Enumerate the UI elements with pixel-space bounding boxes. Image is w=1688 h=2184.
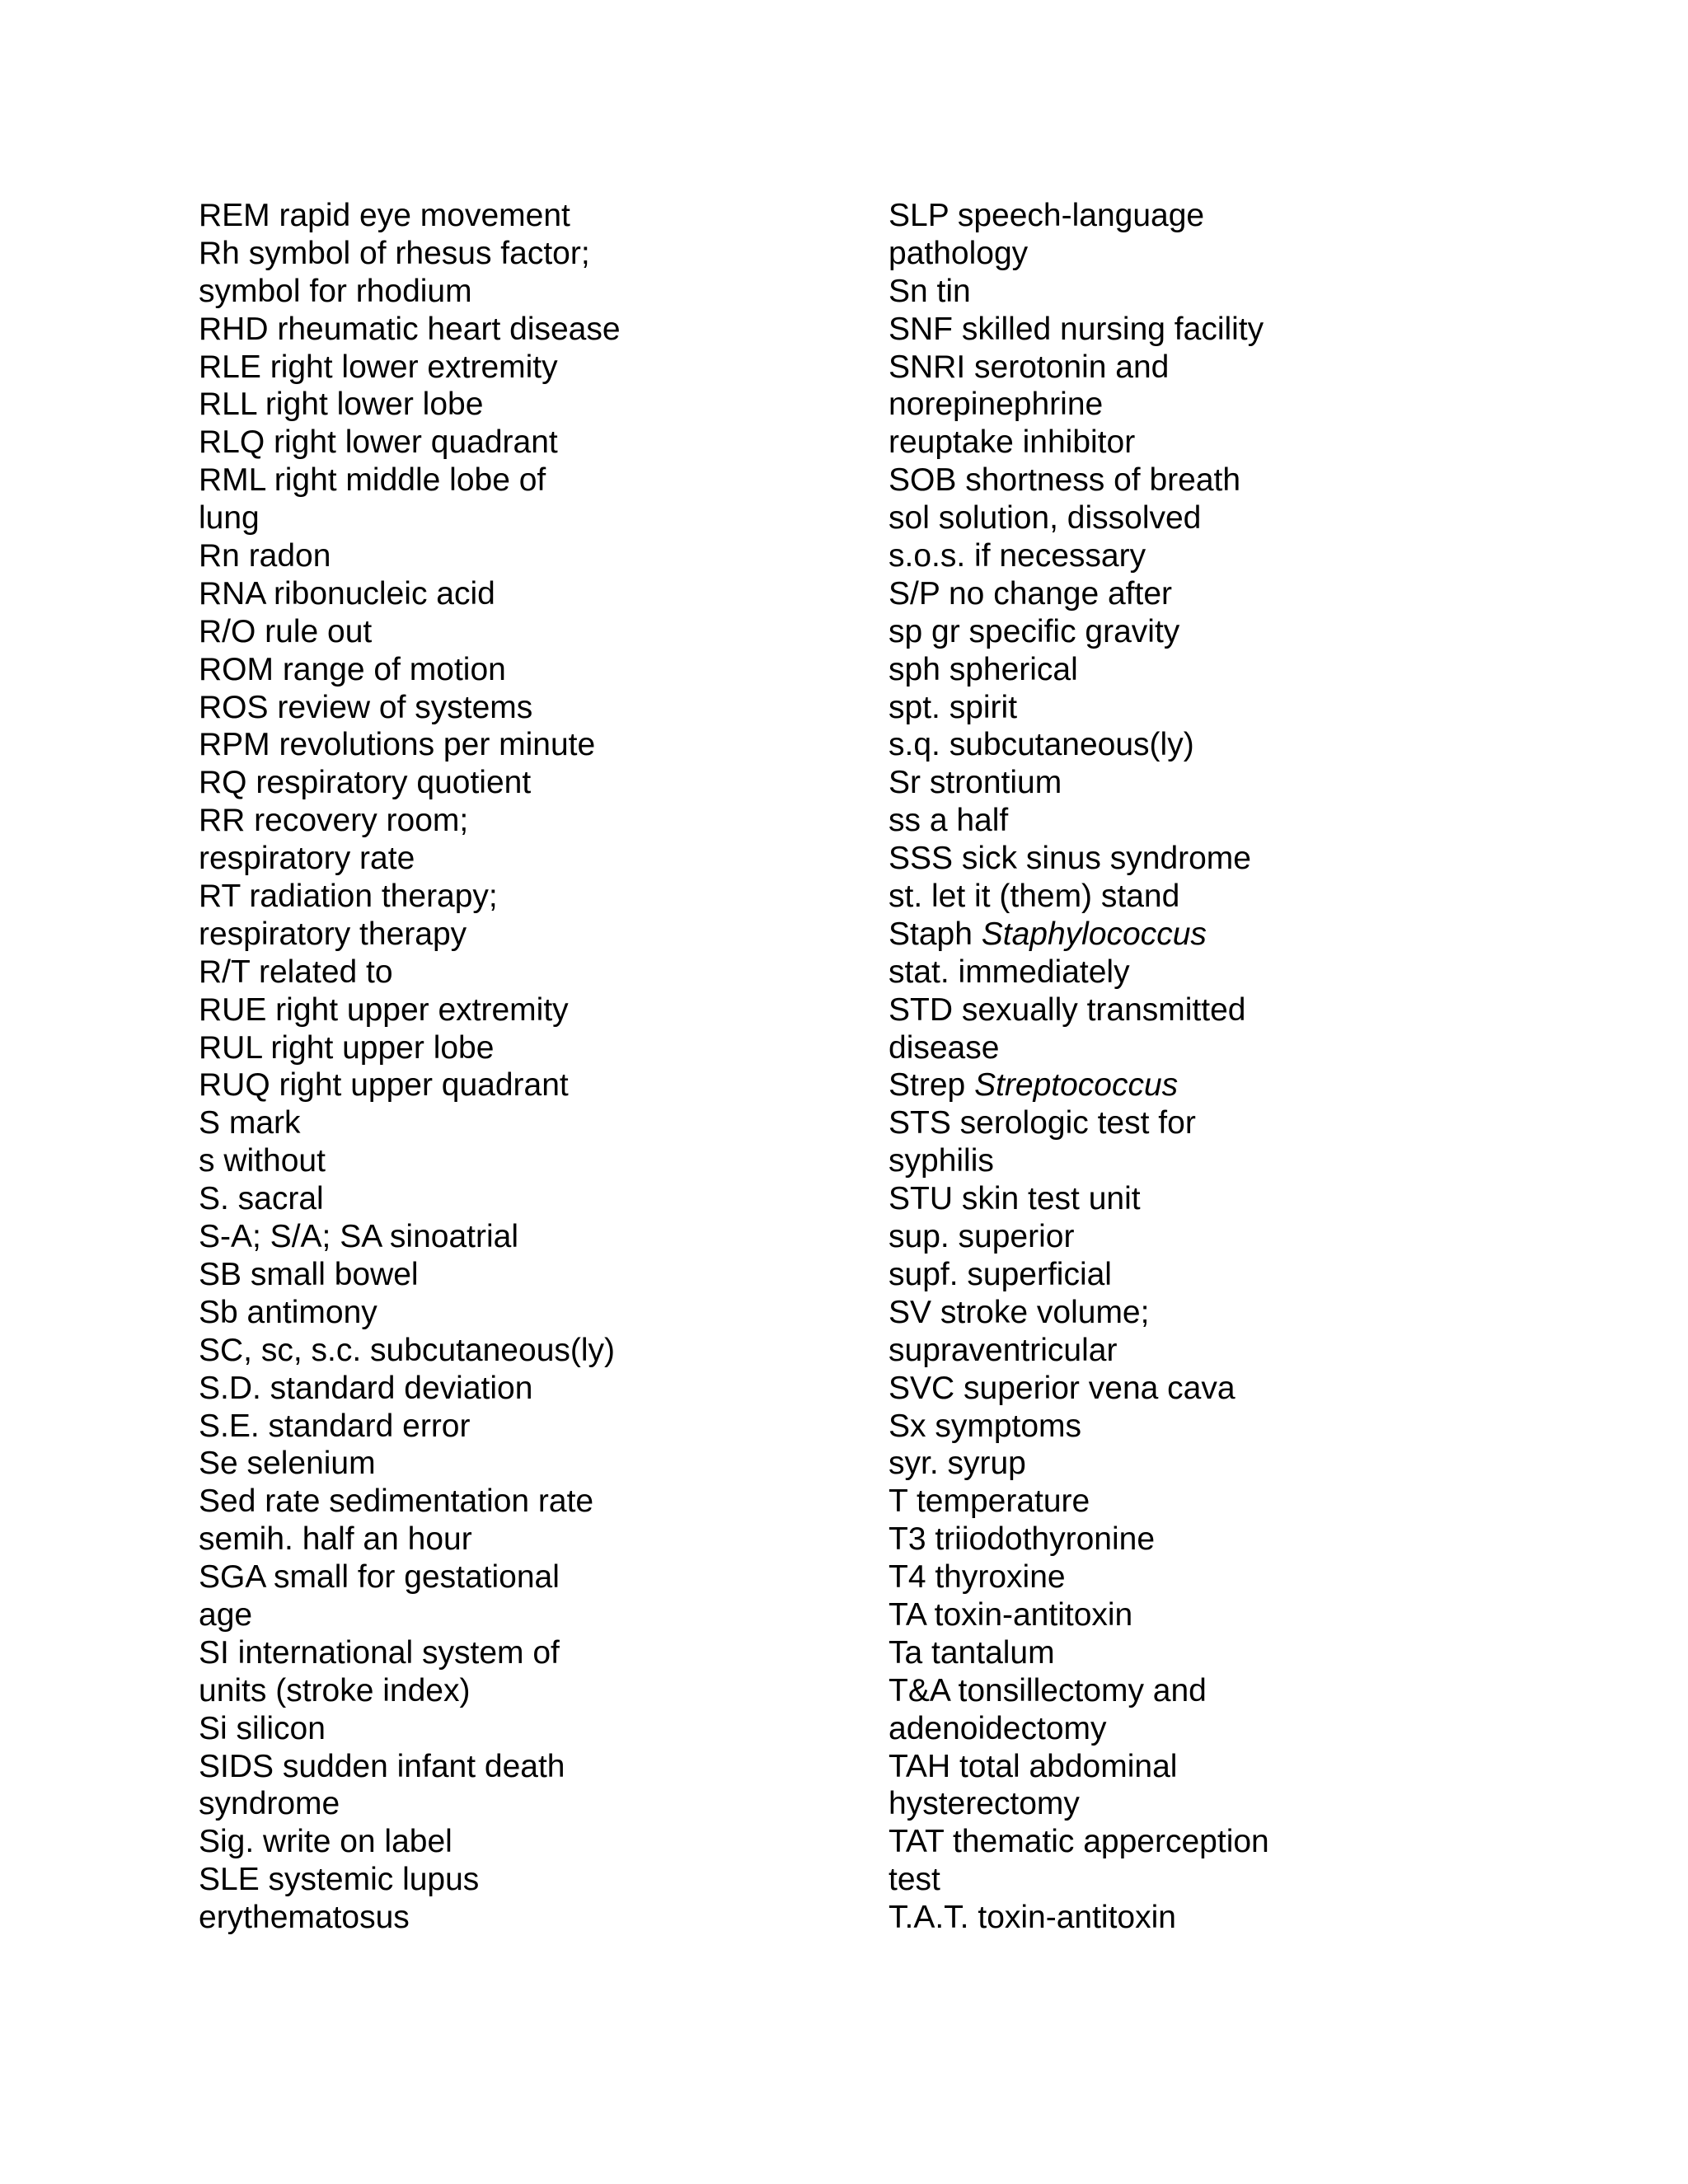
glossary-abbreviation: Staph bbox=[889, 916, 982, 952]
glossary-line: Ta tantalum bbox=[889, 1634, 1055, 1671]
glossary-line: Sx symptoms bbox=[889, 1408, 1082, 1444]
glossary-line: SSS sick sinus syndrome bbox=[889, 841, 1251, 877]
glossary-line: SLP speech-language bbox=[889, 198, 1205, 233]
glossary-line: T.A.T. toxin-antitoxin bbox=[889, 1900, 1176, 1936]
glossary-line: symbol for rhodium bbox=[199, 273, 472, 309]
glossary-line: S mark bbox=[199, 1105, 301, 1141]
glossary-line: sup. superior bbox=[889, 1219, 1075, 1255]
glossary-line: Sed rate sedimentation rate bbox=[199, 1483, 594, 1520]
glossary-line: T4 thyroxine bbox=[889, 1559, 1066, 1596]
glossary-line: SOB shortness of breath bbox=[889, 462, 1241, 499]
glossary-line: SV stroke volume; bbox=[889, 1294, 1150, 1330]
glossary-line bbox=[889, 1066, 1548, 1104]
glossary-line: TAT thematic apperception bbox=[889, 1824, 1269, 1860]
glossary-line: SVC superior vena cava bbox=[889, 1370, 1236, 1406]
glossary-line: lung bbox=[199, 500, 260, 537]
glossary-line: ROM range of motion bbox=[199, 651, 506, 687]
glossary-line: RR recovery room; bbox=[199, 803, 469, 839]
glossary-line bbox=[889, 916, 1548, 954]
glossary-line: S/P no change after bbox=[889, 575, 1173, 612]
glossary-line: sol solution, dissolved bbox=[889, 500, 1202, 537]
glossary-line: T temperature bbox=[889, 1483, 1090, 1520]
glossary-term-italic: Staphylococcus bbox=[981, 916, 1207, 952]
glossary-line: RPM revolutions per minute bbox=[199, 727, 596, 763]
glossary-line: RUL right upper lobe bbox=[199, 1029, 495, 1066]
glossary-line: units (stroke index) bbox=[199, 1672, 471, 1708]
glossary-line: syr. syrup bbox=[889, 1446, 1026, 1482]
glossary-line: Rh symbol of rhesus factor; bbox=[199, 235, 590, 271]
glossary-term-italic: Streptococcus bbox=[974, 1067, 1179, 1104]
glossary-line: spt. spirit bbox=[889, 689, 1018, 725]
glossary-line: norepinephrine bbox=[889, 387, 1104, 423]
glossary-line: SIDS sudden infant death bbox=[199, 1748, 565, 1784]
glossary-line: RHD rheumatic heart disease bbox=[199, 311, 621, 347]
glossary-line: Sn tin bbox=[889, 273, 971, 309]
glossary-line: hysterectomy bbox=[889, 1786, 1080, 1822]
glossary-line: RQ respiratory quotient bbox=[199, 765, 532, 801]
glossary-line: adenoidectomy bbox=[889, 1710, 1107, 1746]
glossary-line: S.D. standard deviation bbox=[199, 1370, 533, 1406]
glossary-line: stat. immediately bbox=[889, 954, 1130, 990]
glossary-line: semih. half an hour bbox=[199, 1521, 472, 1558]
left-column bbox=[199, 197, 842, 1937]
glossary-line: ROS review of systems bbox=[199, 689, 533, 725]
glossary-line: Sig. write on label bbox=[199, 1824, 452, 1860]
glossary-line: reuptake inhibitor bbox=[889, 424, 1136, 461]
glossary-line: S. sacral bbox=[199, 1181, 324, 1217]
glossary-line: STU skin test unit bbox=[889, 1181, 1141, 1217]
glossary-line: RLE right lower extremity bbox=[199, 349, 558, 385]
glossary-line: T&A tonsillectomy and bbox=[889, 1672, 1207, 1708]
glossary-line: RUQ right upper quadrant bbox=[199, 1067, 569, 1104]
glossary-line: STD sexually transmitted bbox=[889, 991, 1246, 1028]
glossary-line: T3 triiodothyronine bbox=[889, 1521, 1156, 1558]
glossary-line: SI international system of bbox=[199, 1634, 560, 1671]
glossary-line: RLQ right lower quadrant bbox=[199, 424, 558, 461]
glossary-line: disease bbox=[889, 1029, 1000, 1066]
glossary-line: supraventricular bbox=[889, 1332, 1118, 1368]
glossary-line: SLE systemic lupus bbox=[199, 1862, 480, 1898]
glossary-line: RLL right lower lobe bbox=[199, 387, 484, 423]
glossary-line: SB small bowel bbox=[199, 1256, 419, 1292]
glossary-line: REM rapid eye movement bbox=[199, 198, 570, 233]
glossary-line: supf. superficial bbox=[889, 1256, 1112, 1292]
glossary-line: RNA ribonucleic acid bbox=[199, 575, 495, 612]
glossary-line: R/T related to bbox=[199, 954, 393, 990]
glossary-line: SNRI serotonin and bbox=[889, 349, 1170, 385]
glossary-line: S-A; S/A; SA sinoatrial bbox=[199, 1219, 519, 1255]
glossary-line: sp gr specific gravity bbox=[889, 613, 1180, 649]
glossary-line: Sr strontium bbox=[889, 765, 1062, 801]
glossary-line: SGA small for gestational bbox=[199, 1559, 560, 1596]
glossary-line: ss a half bbox=[889, 803, 1009, 839]
glossary-line: st. let it (them) stand bbox=[889, 879, 1180, 915]
glossary-line: s.q. subcutaneous(ly) bbox=[889, 727, 1194, 763]
right-column bbox=[889, 197, 1548, 1937]
glossary-line: syphilis bbox=[889, 1143, 994, 1179]
glossary-line: s without bbox=[199, 1143, 326, 1179]
glossary-line: s.o.s. if necessary bbox=[889, 538, 1146, 574]
glossary-line: Si silicon bbox=[199, 1710, 326, 1746]
glossary-line: RT radiation therapy; bbox=[199, 879, 498, 915]
glossary-line: Rn radon bbox=[199, 538, 331, 574]
glossary-line: syndrome bbox=[199, 1786, 340, 1822]
glossary-line: SNF skilled nursing facility bbox=[889, 311, 1264, 347]
glossary-line: Se selenium bbox=[199, 1446, 376, 1482]
glossary-line: sph spherical bbox=[889, 651, 1078, 687]
glossary-line: test bbox=[889, 1862, 940, 1898]
glossary-line: SC, sc, s.c. subcutaneous(ly) bbox=[199, 1332, 616, 1368]
glossary-line: age bbox=[199, 1596, 253, 1633]
glossary-line: TA toxin-antitoxin bbox=[889, 1596, 1133, 1633]
glossary-line: Sb antimony bbox=[199, 1294, 377, 1330]
glossary-line: TAH total abdominal bbox=[889, 1748, 1178, 1784]
glossary-line: R/O rule out bbox=[199, 613, 373, 649]
glossary-line: S.E. standard error bbox=[199, 1408, 471, 1444]
glossary-line: STS serologic test for bbox=[889, 1105, 1196, 1141]
glossary-line: RML right middle lobe of bbox=[199, 462, 546, 499]
glossary-line: respiratory rate bbox=[199, 841, 415, 877]
glossary-line: erythematosus bbox=[199, 1900, 410, 1936]
glossary-abbreviation: Strep bbox=[889, 1067, 975, 1104]
glossary-line: RUE right upper extremity bbox=[199, 991, 569, 1028]
glossary-line: respiratory therapy bbox=[199, 916, 467, 952]
glossary-line: pathology bbox=[889, 235, 1029, 271]
